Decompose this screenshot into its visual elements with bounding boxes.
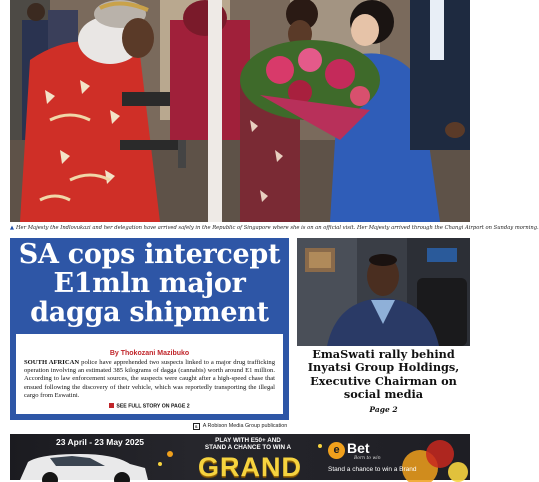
side-headline[interactable]: EmaSwati rally behind Inyatsi Group Holdings, Executive Chairman on social media — [307, 347, 460, 402]
ad-play-text — [188, 437, 308, 452]
ebet-brand-name: Bet — [347, 440, 370, 456]
caption-text: Her Majesty the Indlovukazi and her delegation have arrived safely in the Republic of Singapore where she is on an official visit. Her Majesty arrived through the Changi Airport on Sunday morning. — [16, 225, 539, 231]
story-body — [16, 334, 283, 414]
top-story-photo — [10, 0, 470, 222]
see-full-story-label: SEE FULL STORY ON PAGE 2 — [116, 403, 190, 410]
ebet-advert[interactable] — [10, 434, 470, 480]
caption-marker-icon: ▲ — [10, 225, 14, 231]
byline: By Thokozani Mazibuko — [109, 350, 190, 357]
main-story[interactable] — [10, 238, 289, 420]
ad-play-line-2: STAND A CHANCE TO WIN A — [204, 444, 292, 452]
ad-tagline: Born to win — [354, 456, 381, 461]
ebet-mark-icon: e — [328, 442, 345, 459]
see-full-story-link[interactable] — [24, 403, 275, 410]
publication-strip — [10, 421, 470, 431]
publication-text: A Robison Media Group publication — [202, 423, 288, 429]
side-story-photo[interactable] — [297, 238, 470, 346]
ad-play-line-1: PLAY WITH E50+ AND — [215, 437, 281, 444]
story-intro-text: police have apprehended two suspects linked to a major drug trafficking operation involving an estimated 385 kilograms of dagga (cannabis) worth around E1 million. According to law enforcement sources, the suspects were caught after a high-speed chase that ensued following the discovery of their vehicle, which was reportedly transporting the illegal cargo from Eswatini. — [24, 359, 276, 399]
story-intro-lead: SOUTH AFRICAN — [24, 359, 80, 366]
ad-grand-text: GRAND — [198, 452, 302, 482]
ad-dates: 23 April - 23 May 2025 — [56, 437, 145, 447]
red-square-icon — [109, 403, 114, 408]
side-page-ref: Page 2 — [369, 405, 398, 414]
ad-cta: Stand a chance to win a Brand — [328, 466, 417, 473]
photo-caption — [10, 222, 539, 234]
publisher-logo-icon: S — [193, 423, 200, 430]
story-intro — [24, 359, 275, 400]
main-headline[interactable]: SA cops intercept E1mln major dagga shipment — [18, 239, 281, 328]
